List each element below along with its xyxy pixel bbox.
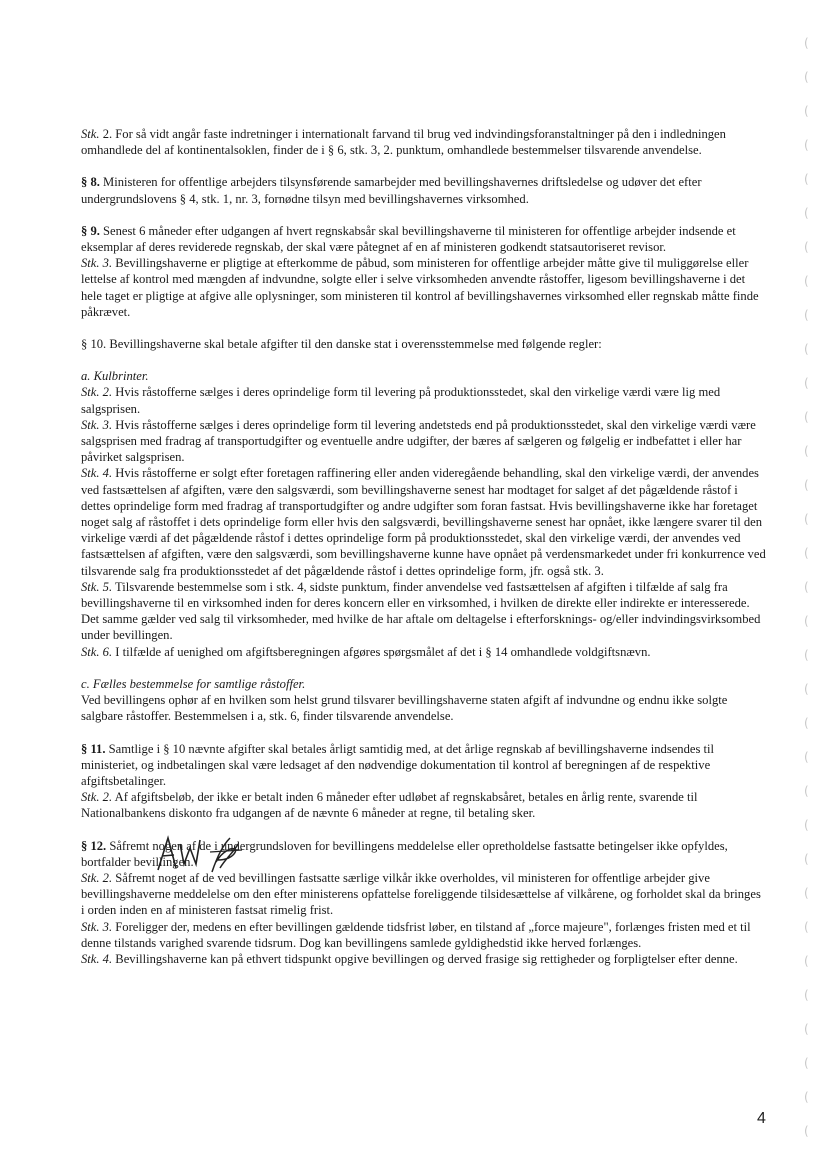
subsection-label: Stk. 3. [81,256,113,271]
paragraph-text: Bevillingshaverne er pligtige at efterkomme de påbud, som ministeren for offentlige arbejder måtte give til muliggørelse eller lettelse af kontrol med mængden af indvundne, solgte eller i selve virksomheden anvendte råstoffer, ligesom bevillingshaverne i det hele taget er pligtige at afgive alle oplysninger, som ministeren til kontrol af bevillingshavernes virksomhed eller regnskab måtte finde påkrævet. [81,256,759,319]
paragraph-text: Tilsvarende bestemmelse som i stk. 4, sidste punktum, finder anvendelse ved fastsættelsen af afgiften i tilfælde af salg fra bevillingshaverne til en virksomhed inden for deres koncern eller en virksomhed, i hvilken de direkte eller indirekte er interesserede. Det samme gælder ved salg til virksomheder, med hvilke de har aftale om deltagelse i efterforsknings- og/eller indvindingsvirksombed under bevillingen. [81,579,761,643]
section-number: § 8. [81,175,100,190]
paragraph [81,336,767,352]
section-number: § 9. [81,223,100,238]
paragraph-line [81,174,767,206]
paragraph-text: Samtlige i § 10 nævnte afgifter skal betales årligt samtidig med, at det årlige regnskab af bevillingshaverne indsendes til ministeriet, og indbetalingen skal være ledsaget af den nødvendige dokumentation til kontrol af beregningen af de respektive afgiftsbetalinger. [81,741,715,788]
paragraph-text: Bevillingshaverne kan på ethvert tidspunkt opgive bevillingen og derved frasige sig rettigheder og forpligtelser efter denne. [112,951,738,966]
page-number: 4 [757,1110,766,1127]
section-number: § 12. [81,838,107,853]
subsection-label: a. Kulbrinter. [81,369,149,384]
paragraph-text: Såfremt nogen af de i undergrundsloven for bevillingens meddelelse eller opretholdelse fastsatte betingelser ikke opfyldes, bortfalder bevillingen. [81,838,728,869]
subsection-label: Stk. 6. [81,644,113,659]
paragraph-text: 2. For så vidt angår faste indretninger i internationalt farvand til brug ved indvindingsforanstaltninger på den i indledningen omhandlede del af kontinentalsoklen, finder de i § 6, stk. 3, 2. punktum, omhandlede bestemmelser tilsvarende anvendelse. [81,127,726,158]
paragraph-line [81,223,767,255]
paragraph-line [81,417,767,466]
handwritten-initials-signature [150,830,250,880]
subsection-label: Stk. 2. [81,870,113,885]
paragraph-line [81,255,767,320]
paragraph [81,741,767,822]
paragraph-text: Hvis råstofferne sælges i deres oprindelige form til levering andetsteds end på produktionsstedet, skal den virkelige værdi være salgsprisen med fradrag af transportudgifter og eventuelle andre udgifter, der bæres af sælgeren og følgelig er indbefattet i eller har påvirket salgsprisen. [81,417,756,465]
binding-edge-marks: ( ( ( ( ( ( ( ( ( ( ( ( ( ( ( ( ( ( ( ( ( ( ( ( ( ( ( ( ( ( ( ( ( [804,36,809,1138]
paragraph-text: I tilfælde af uenighed om afgiftsberegningen afgøres spørgsmålet af det i § 14 omhandlede voldgiftsnævn. [112,644,651,659]
paragraph-line [81,579,767,644]
paragraph-line [81,951,767,967]
paragraph-line [81,789,767,821]
paragraph-line [81,465,767,578]
paragraph [81,174,767,206]
paragraph-text: § 10. Bevillingshaverne skal betale afgifter til den danske stat i overensstemmelse med følgende regler: [81,337,602,352]
paragraph-text: Foreligger der, medens en efter bevillingen gældende tidsfrist løber, en tilstand af „force majeure", forlænges fristen med et til denne tilstands varighed svarende tidsrum. Dog kan bevillingens samlede gyldighedstid ikke herved forlænges. [81,919,751,950]
paragraph-text: Ved bevillingens ophør af en hvilken som helst grund tilsvarer bevillingshaverne staten afgift af indvundne og endnu ikke solgte salgbare råstoffer. Bestemmelsen i a, stk. 6, finder tilsvarende anvendelse. [81,693,728,724]
paragraph-line [81,336,767,352]
paragraph [81,223,767,320]
subsection-label: Stk. 2. [81,385,113,400]
subsection-label: Stk. 4. [81,466,113,481]
paragraph-text: Af afgiftsbeløb, der ikke er betalt inden 6 måneder efter udløbet af regnskabsåret, betales en årlig rente, svarende til Nationalbankens diskonto fra udgangen af de nævnte 6 måneder at regne, til betaling sker. [81,790,698,821]
paragraph-line [81,741,767,790]
subsection-label: Stk. 3. [81,919,113,934]
section-number: § 11. [81,741,106,756]
paragraph-line [81,368,767,384]
subsection-label: Stk. 4. [81,951,113,966]
subsection-label: Stk. 2. [81,790,113,805]
paragraph-text: Såfremt noget af de ved bevillingen fastsatte særlige vilkår ikke overholdes, vil ministeren for offentlige arbejder give bevillingshaverne meddelelse om den efter ministerens opfattelse foreliggende tilsidesættelse af vilkårene, og forholdet skal da bringes i orden inden en af ministeren fastsat rimelig frist. [81,870,761,918]
paragraph [81,368,767,660]
paragraph [81,126,767,158]
paragraph-line [81,126,767,158]
paragraph-text: Hvis råstofferne sælges i deres oprindelige form til levering på produktionsstedet, skal den virkelige værdi være lig med salgsprisen. [81,385,721,416]
subsection-label: c. Fælles bestemmelse for samtlige råstoffer. [81,676,306,691]
paragraph-text: Senest 6 måneder efter udgangen af hvert regnskabsår skal bevillingshaverne til ministeren for offentlige arbejder indsende et eksemplar af deres reviderede regnskab, der skal være påtegnet af en af ministeren godkendt statsautoriseret revisor. [81,223,736,255]
paragraph-line [81,919,767,951]
paragraph-line [81,384,767,416]
paragraph [81,676,767,725]
paragraph-line [81,692,767,724]
paragraph-text: Ministeren for offentlige arbejders tilsynsførende samarbejder med bevillingshavernes driftsledelse og udøver det efter undergrundslovens § 4, stk. 1, nr. 3, fornødne tilsyn med bevillingshavernes virksomhed. [81,175,702,206]
paragraph-line [81,676,767,692]
subsection-label: Stk. 3. [81,417,113,432]
subsection-label: Stk. [81,127,100,141]
paragraph-text: Hvis råstofferne er solgt efter foretagen raffinering eller anden videregående behandling, skal den virkelige værdi, der anvendes ved fastsættelsen af afgiften, være den salgsværdi, som bevillingshaverne senest har modtaget for salget af det pågældende råstof i dettes oprindelige form med fradrag af transportudgifter og andre udgifter som foran fastsat. Hvis bevillingshaverne ikke har foretaget noget salg af råstoffet i dets oprindelige form eller hvis den salgsværdi, bevillingshaverne senest har opnået, ikke længere svarer til den virkelige værdi af det pågældende råstof i dettes oprindelige form på produktionsstedet, skal den virkelige værdi, der anvendes ved fastsættelsen af afgiften, være den salgsværdi, som bevillingshaverne kunne have opnået på verdensmarkedet under fri konkurrence ved tilsvarende salg fra produktionsstedet af det pågældende råstof i dettes oprindelige form, jfr. også stk. 3. [81,466,766,578]
subsection-label: Stk. 5. [81,579,113,594]
paragraph-line [81,644,767,660]
